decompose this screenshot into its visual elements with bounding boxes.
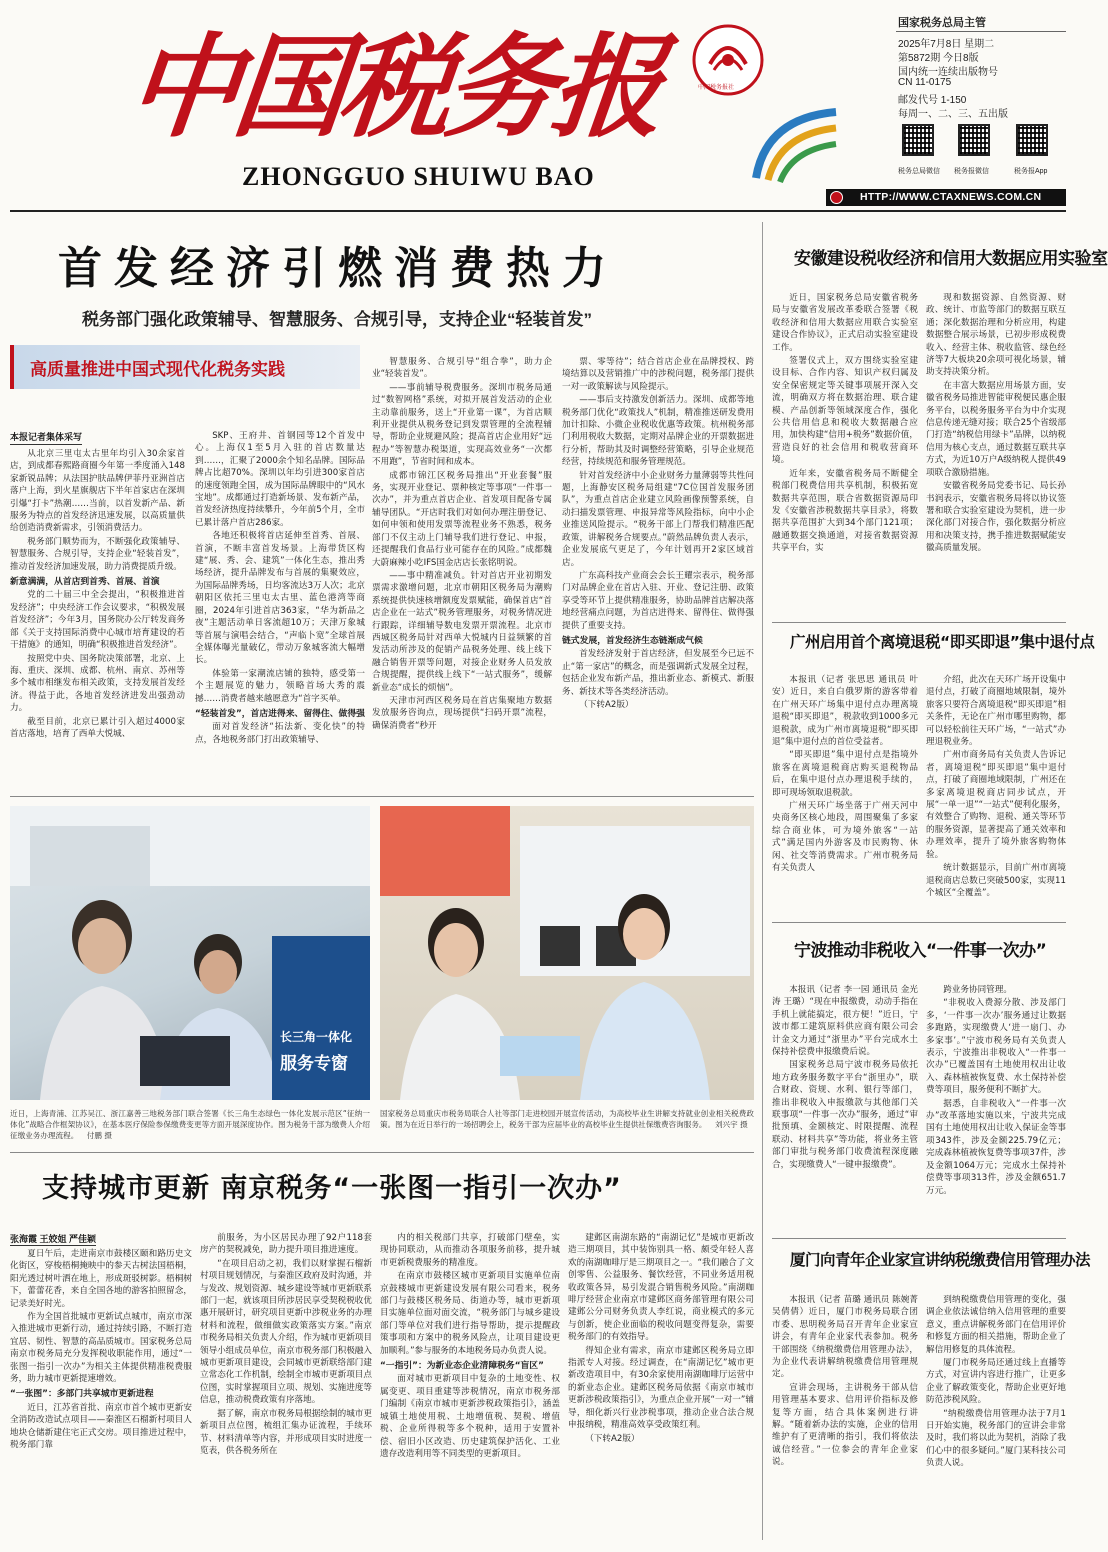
paragraph: 介绍，此次在天环广场开设集中退付点，打破了商圈地域限制，境外旅客只要符合离境退税“即买即退”相关条件，无论在广州市哪里购物，都可以轻松前往天环广场，“一站式”办理退税业务。 <box>926 675 1066 748</box>
photo-right-caption <box>380 1108 754 1130</box>
issue-date: 2025年7月8日 星期二 <box>898 39 995 50</box>
ningbo-column-1 <box>772 984 918 1232</box>
paragraph: 广州天环广场坐落于广州天河中央商务区核心地段，周围聚集了多家综合商业体，可为境外旅客“一站式”满足国内外游客及市民购物、休闲、社交等消费需求。广州市税务局有关负责人 <box>772 801 918 874</box>
window-sign-line1: 长三角一体化 <box>280 1030 353 1044</box>
paragraph: 据了解，南京市税务局根据绘制的城市更新项目点位图，梳组汇集办证流程，手续环节、材料清单等内容，并形成项目实时进度一览表，供各税务所在 <box>200 1408 372 1456</box>
paragraph: 天津市河西区税务局在首店集聚地方数据发放服务咨询点，现场提供“扫码开票”流程，确保消费者“秒开 <box>372 695 552 731</box>
paragraph: 据悉，自非税收入“一件事一次办”改革落地实施以来，宁波共完成国有土地使用权出让收入保证金等事项343件，涉及金额225.79亿元；完成森林植被恢复费等事项37件，涉及金额1064万元；完成水土保持补偿费等事项313件，涉及金额651.7万元。 <box>926 1098 1066 1196</box>
masthead <box>0 0 1076 210</box>
photo-right-caption-text: 国家税务总局重庆市税务局联合人社等部门走进校园开展宣传活动，为高校毕业生讲解支持就业创业相关税费政策。图为在近日举行的一场招聘会上，税务干部为应届毕业的高校毕业生提供社保缴费咨询服务。 <box>380 1109 754 1129</box>
website-url[interactable]: HTTP://WWW.CTAXNEWS.COM.CN <box>860 191 1042 203</box>
anhui-headline: 安徽建设税收经济和信用大数据应用实验室 <box>794 249 1108 269</box>
qr-label: 税务报微信 <box>954 168 989 175</box>
paragraph: （下转A2版） <box>585 1433 640 1444</box>
window-sign-line2: 服务专窗 <box>280 1054 348 1073</box>
paragraph: 广州市商务局有关负责人告诉记者，离境退税“即买即退”集中退付点，打破了商圈地域限制，广州还在多家离境退税商店同步试点，开展“一单一退”“一站式”便利化服务，有效整合了购物、退税、通关等环节的服务资源，显著提高了通关效率和办理效率，提升了境外旅客购物体验。 <box>926 750 1066 860</box>
paragraph: 内的相关税部门共享，打破部门壁垒，实现协同联动，从而推动各项服务前移，提升城市更新税费服务的精准度。 <box>380 1233 560 1268</box>
cn-label: 国内统一连续出版物号 <box>898 67 998 78</box>
paragraph: 现和数据资源、自然资源、财政、统计、市监等部门的数据互联互通；深化数据治理和分析应用，构建数据整合展示场景，已初步形成税费收入、经营主体、税收监管、绿色经济等7大板块20余项可视化场景，辅助支持决策分析。 <box>926 293 1066 378</box>
section-subhead: “轻装首发”，首店进得来、留得住、做得强 <box>195 708 365 719</box>
paragraph: 前服务，为小区居民办理了92户118套房产的契税减免，助力提升项目推进速度。 <box>200 1233 372 1256</box>
paragraph: 从北京三里屯太古里年均引入30余家首店，到成都春熙路商圈今年第一季度涌入148家新锐品牌；从法国护肤品牌伊菲丹亚洲首店落户上海，到火星旗舰店下半年首家店在深圳引爆“打卡”热潮……当前，以首发新产品、新服务为特点的首发经济迅速发展，以高质量供给创造消费新需求，引领消费活力。 <box>10 449 185 534</box>
paragraph: “非税收入费源分散、涉及部门多，‘一件事一次办’服务通过让数据多跑路，实现缴费人‘进一扇门、办多家事’。”宁波市税务局有关负责人表示，宁波推出非税收入“一件事一次办”已覆盖国有土地使用权出让收入、森林植被恢复费、水土保持补偿费等项目，服务便利不断扩大。 <box>926 998 1066 1096</box>
paragraph: “即买即退”集中退付点是指境外旅客在离境退税商店购买退税物品后，在集中退付点办理退税手续的，即可现场领取退税款。 <box>772 750 918 798</box>
paragraph: 面对城市更新项目中复杂的土地变性、权属变更、项目重建等涉税情况，南京市税务部门编制《南京市城市更新涉税政策指引》，涵盖城镇土地使用税、土地增值税、契税、增值税、企业所得税等多个税种，适用于安置补偿、宿旧小区改造、历史建筑保护活化、工业遗存改造利用等不同类型的更新项目。 <box>380 1374 560 1459</box>
photo-left-caption <box>10 1108 370 1141</box>
paragraph: 厦门市税务局还通过线上直播等方式，对宣讲内容进行推广，让更多企业了解政策变化，帮助企业更好地防范涉税风险。 <box>926 1358 1066 1406</box>
masthead-pinyin: ZHONGGUO SHUIWU BAO <box>242 162 595 191</box>
photo-right <box>380 806 754 1100</box>
nanjing-column-4 <box>568 1232 754 1544</box>
postal-code: 邮发代号 1-150 <box>898 95 967 106</box>
paragraph: 按照党中央、国务院决策部署，北京、上海、重庆、深圳、成都、杭州、南京、苏州等多个城市相继发布相关政策，支持发展首发经济。得益于此，各地首发经济进发出强劲动力。 <box>10 653 185 714</box>
masthead-title: 中国税务报 <box>121 22 665 153</box>
lead-subheadline: 税务部门强化政策辅导、智慧服务、合规引导，支持企业“轻装首发” <box>82 310 592 329</box>
paragraph: 国家税务总局宁波市税务局依托地方政务服务数字平台“浙里办”，联合财政、资规、水利、银行等部门，推出非税收入申报缴款与其他部门关联事项“一件事一次办”服务，通过“审批预填、金额核定、时限提醒、流程联动、材料共享”等功能，将业务主管部门审批与税务部门收费流程深度融合，实现缴费人“一键申报缴费”。 <box>772 1060 918 1170</box>
paragraph: “在项目启动之初，我们以财掌握石榴新村项目规划情况，与秦淮区政府及时沟通，并与发改、规划资源、城乡建设等城市更新联系部门一起，就该项目所涉居民享受契税税收优惠开展研讨，研究项目更新中涉税业务的办理材料和流程，做细做实政策落实方案。”南京市税务局相关负责人介绍，作为城市更新项目领导小组成员单位，南京市税务部门积极融入城市更新项目建设，会同城市更新联络部门建立常态化工作机制，绘制全市城市更新项目点位图，实时掌握项目立项、规划、实施进度等信息，推动税费政策有序落地。 <box>200 1258 372 1406</box>
paragraph: 党的二十届三中全会提出，“积极推进首发经济”；中央经济工作会议要求，“积极发展首发经济”；今年3月，国务院办公厅转发商务部《关于支持国际消费中心城市培育建设的若干措施》的通知，明确“积极推进首发经济”。 <box>10 590 185 651</box>
guangzhou-column-1 <box>772 674 918 914</box>
issue-number: 第5872期 今日8版 <box>898 53 979 64</box>
window-sign <box>276 1024 370 1086</box>
globe-icon <box>830 191 843 204</box>
ningbo-column-2 <box>926 984 1066 1232</box>
photo-left-caption-text: 近日，上海青浦、江苏吴江、浙江嘉善三地税务部门联合签署《长三角生态绿色一体化发展示范区“征纳一体化”战略合作框架协议》，在基本医疗保险参保缴费变更等方面开展深度协作。图为税务干部为缴费人介绍征缴业务办理流程。 <box>10 1109 370 1140</box>
qr-code-icon[interactable] <box>958 124 990 156</box>
paragraph: “纳税缴费信用管理办法于7月1日开始实施，税务部门的宣讲会非常及时，我们将以此为契机，消除了我们心中的很多疑问。”厦门某科技公司负责人说。 <box>926 1408 1066 1469</box>
emblem-logo <box>688 20 768 100</box>
paragraph: 本报讯（记者 苗璐 通讯员 陈婉菁 吴倩倩）近日，厦门市税务局联合团市委、思明税务局召开青年企业家宣讲会，有青年企业家代表参加。税务干部围绕《纳税缴费信用管理办法》，为企业代表讲解纳税缴费信用管理规定。 <box>772 1295 918 1380</box>
paragraph: ——事前辅导税费服务。深圳市税务局通过“数智网格”系统，对拟开展首发活动的企业主动靠前服务，送上“开业第一课”，为首店顺利开业提供从税务登记到发票管理的全流程辅导，帮助企业规避风险；提高首店企业用好“远程办”等智慧办税渠道，实现高效业务“一次都不用跑”，节省时间和成本。 <box>372 382 552 468</box>
paragraph: （下转A2版） <box>579 699 634 710</box>
cn-number: CN 11-0175 <box>898 77 952 88</box>
paragraph: SKP、王府井、首钢园等12个首发中心。上海仅1至5月入驻的首店数量达到……，汇聚了2000余个知名品牌。国际品牌占比超70%。深圳以年均引进300家首店的速度领跑全国，成为国际品牌眼中的“风水宝地”。成都通过打造新场景、发布新产品，首发经济热度持续攀升，今年前5个月，全市已累计落户首店286家。 <box>195 431 365 528</box>
paragraph: ——事后支持激发创新活力。深圳、成都等地税务部门优化“政策找人”机制，精准推送研发费用加计扣除、小微企业税收优惠等政策。杭州税务部门利用税收大数据，定期对品牌企业的开票数据进行分析，帮助其及时调整经营策略，引导企业规范经营，持续规范和服务管理规范。 <box>562 395 754 468</box>
paragraph: 近日，江苏省首批、南京市首个城市更新安全消防改造试点项目——秦淮区石榴新村项目人地块仓储新建住宅正式交房。项目推进过程中，税务部门靠 <box>10 1402 192 1451</box>
emblem-text: 中国税务报社 <box>698 85 735 91</box>
xiamen-column-2 <box>926 1294 1066 1544</box>
qr-code-icon[interactable] <box>1016 124 1048 156</box>
guangzhou-headline: 广州启用首个离境退税“即买即退”集中退付点 <box>790 633 1095 651</box>
paragraph: 作为全国首批城市更新试点城市，南京市深入推进城市更新行动，通过持续引路，不断打造宜居、韧性、智慧的高品质城市。国家税务总局南京市税务局充分发挥税收职能作用，通过“一张图一指引一次办”为相关主体提供精准税费服务，助力城市更新提速增效。 <box>10 1312 192 1385</box>
nanjing-byline: 张海霞 王姣姐 严佳颖 <box>10 1234 97 1244</box>
paragraph: 在南京市鼓楼区城市更新项目实施单位南京鼓楼城市更新建设发展有限公司看来，税务部门与鼓楼区税务局、街道办等，城市更新项目实施单位面对面交流，“税务部门与城乡建设部门等单位对我们进行指导帮助，提示提醒政策事项和方案中的税务风险点，让项目建设更加顺利。”参与服务的本地税务局办负责人说。 <box>380 1271 560 1356</box>
nanjing-column-1 <box>10 1248 192 1544</box>
paragraph: 统计数据显示，目前广州市离境退税商店总数已突破500家，实现11个城区“全覆盖”。 <box>926 863 1066 898</box>
paragraph: 近年来，安徽省税务局不断健全税部门税费信用共享机制，积极拓宽数据共享范围，联合省数据资源局印发《安徽省涉税数据共享目录》，将数据共享范围扩大到34个部门121项；融通数据交换通道，对接省数据资源共享平台，实 <box>772 468 918 554</box>
paragraph: 各地还积极将首店延伸至首秀、首展、首演，不断丰富首发场景。上海带货区构建“展、秀、会、建筑”一体化生态，推出秀场经济，提升品牌发布与首展的集聚效应，为国际品牌秀场，日均客流达3万人次；北京朝阳区依托三里屯太古里、蓝色港湾等商圈，2024年引进首店363家，“华为新品之夜”主题活动单日客流超10万；天津万象城等首展与演唱会结合，“声临卜宽”全球首展全媒体曝光量破亿，带动万象城客流大幅增长。 <box>195 531 365 666</box>
nanjing-column-2 <box>200 1232 372 1544</box>
paragraph: 票、零等待”；结合首店企业在品牌授权、跨境结算以及营销推广中的涉税问题，税务部门提供一对一政策解读与风险提示。 <box>562 357 754 392</box>
paragraph: 面对首发经济“拓法新、变化快”的特点，各地税务部门打出政策辅导、 <box>195 722 365 745</box>
lead-headline: 首发经济引燃消费热力 <box>58 243 618 294</box>
paragraph: 近日，国家税务总局安徽省税务局与安徽省发展改革委联合签署《税收经济和信用大数据应用联合实验室建设合作协议》，正式启动实验室建设工作。 <box>772 293 918 353</box>
nanjing-headline: 支持城市更新 南京税务“一张图一指引一次办” <box>42 1173 622 1204</box>
paragraph: 针对首发经济中小企业财务力量薄弱等共性问题，上海静安区税务局组建“7C位国首发服务团队”，为重点首店企业建立风险画像预警系统，自动扫描发票管理、申报异常等风险指标，向中小企业推送风险提示。“税务干部上门帮我们精准匹配政策，讲解税务合规要点。”蔚然品牌负责人表示，企业发展底气更足了，今年计划再开2家区域首店。 <box>562 470 754 568</box>
paragraph: 本报讯（记者 李一园 通讯员 金光涛 王璐）“现在申报缴费，动动手指在手机上就能搞定，很方便！”近日，宁波市都工建筑原料供应商有限公司会计金文力通过“浙里办”平台完成水土保持补偿费申报缴费后说。 <box>772 985 918 1058</box>
paragraph: 成都市锦江区税务局推出“开业套餐”服务，实现开业登记、票种核定等事项“一件事一次办”，并为重点首店企业、首发项目配备专属辅导团队。“开店时我们对如何办理注册登记、如何申领和使用发票等流程业务不熟悉，税务部门不仅主动上门辅导我们进行登记、申报，还提醒我们食品行业可能存在的风险。”成都魏大蔚麻辣小吃IFS国金店店长张铭明说。 <box>372 470 552 568</box>
qr-label: 税务报App <box>1014 168 1048 175</box>
qr-row <box>898 124 1068 180</box>
lead-column-3 <box>372 356 552 790</box>
anhui-column-1 <box>772 292 918 626</box>
paragraph: 安徽省税务局党委书记、局长孙书润表示，安徽省税务局将以协议签署和联合实验室建设为契机，进一步深化部门对接合作，强化数据分析应用和决策支持，携手推进数据赋能安徽高质量发展。 <box>926 481 1066 554</box>
xiamen-headline: 厦门向青年企业家宣讲纳税缴费信用管理办法 <box>790 1251 1091 1269</box>
paragraph: 夏日午后，走进南京市鼓楼区颐和路历史文化街区，穿梭梧桐掩映中的参天古树法国梧桐，阳光透过树叶洒在地上，形成斑驳树影。梧桐树下，蕾蕾花香，来自全国各地的游客拍照留念，记录美好时光。 <box>10 1249 192 1309</box>
paragraph: 体验第一家潮流店铺的独特，感受第一个主题展览的魅力，领略首场大秀的震撼……消费者越来越愿意为“首字买单。 <box>195 668 365 704</box>
website-bar[interactable] <box>826 189 1066 206</box>
section-subhead: 新意满满，从首店到首秀、首展、首演 <box>10 577 160 588</box>
lead-byline: 本报记者集体采写 <box>10 430 82 445</box>
nanjing-column-3 <box>380 1232 560 1544</box>
paragraph: ——事中精准减负。针对首店开业初期发票需求激增问题，北京市朝阳区税务局为潮购系统提供快速核增额度发票赋能，确保首店“首店企业在一站式”税务管理服务，对税务情况进行跟踪，详细辅导数电发票开票流程。北京市西城区税务局针对西单大悦城内日益频繁的首发活动所涉及的促销产品税务处理、线上线下融合销售开票等问题，对接企业财务人员发放合规提醒，提供线上线下“一站式服务”，缓解新业态“成长的烦恼”。 <box>372 570 552 693</box>
tax-logo <box>746 98 846 190</box>
paragraph: 首发经济发射于首店经济，但发展至今已远不止“第一家店”的概念，而是强调新式发展全过程，包括企业发布新产品，推出新业态、新模式、新服务、新技术等各类经济活动。 <box>562 649 754 697</box>
paragraph: 到纳税缴费信用管理的变化，强调企业依法诚信纳入信用管理的重要意义，重点讲解税务部门在信用评价和修复方面的相关措施，帮助企业了解信用修复的具体流程。 <box>926 1295 1066 1355</box>
paragraph: 建邺区南湖东路的“南湖记忆”是城市更新改造三期项目，其中装饰别具一格、颇受年轻人喜欢的南湖咖啡厅是三期项目之一。“我们融合了文创零售、公益服务、餐饮经营，不同业务适用税收政策各异，易引发混合销售税务风险。”南湖咖啡厅经营企业南京市建邺区商务部管理有限公司建邺公分司财务负责人李红说，商业模式的多元与创新，使企业面临的税收问题变得复杂，需要税务部门的有效指导。 <box>568 1233 754 1343</box>
paragraph: 宣讲会现场，主讲税务干部从信用管理基本要求、信用评价指标及修复等方面，结合具体案例进行讲解。“随着新办法的实施，企业的信用维护有了更清晰的指引，我们将依法诚信经营。”一位参会的青年企业家说。 <box>772 1382 918 1468</box>
publish-schedule: 每周一、二、三、五出版 <box>898 109 1008 120</box>
banner-text: 高质量推进中国式现代化税务实践 <box>30 360 285 380</box>
sponsor-label: 国家税务总局主管 <box>898 17 986 29</box>
qr-label: 税务总局微信 <box>898 168 940 175</box>
paragraph: 截至目前，北京已累计引入超过4000家首店落地，培育了西单大悦城、 <box>10 716 185 739</box>
paragraph: 跨业务协同管理。 <box>943 985 1012 995</box>
xiamen-column-1 <box>772 1294 918 1544</box>
section-subhead: “一张图”：多部门共享城市更新进程 <box>10 1389 154 1400</box>
ningbo-headline: 宁波推动非税收入“一件事一次办” <box>794 941 1047 961</box>
photo-right-credit: 刘兴宇 摄 <box>714 1120 748 1129</box>
qr-code-icon[interactable] <box>902 124 934 156</box>
section-subhead: “一指引”：为新业态企业清障税务“盲区” <box>380 1361 544 1372</box>
photo-left-credit: 付鹏 摄 <box>86 1131 112 1140</box>
paragraph: 在丰富大数据应用场景方面，安徽省税务局推进智能审税便民惠企服务平台，以税务服务平台为中介实现信息传递无缝对接；联合25个省级部门打造“纳税信用绿卡”品牌，以纳税信用为核心支点，通过数据互联共享方式，为近10万户A级纳税人提供49项联合激励措施。 <box>926 380 1066 478</box>
paragraph: 本报讯（记者 张思思 通讯员 叶安）近日，来自白俄罗斯的游客带着在广州天环广场集中退付点办理离境退税“即买即退”，税款收到1000多元退税款，成为广州市离境退税“即买即退”集中退付点的首位受益者。 <box>772 675 918 748</box>
lead-column-2 <box>195 430 365 790</box>
anhui-column-2 <box>926 292 1066 626</box>
paragraph: 智慧服务、合规引导“组合拳”，助力企业“轻装首发”。 <box>372 357 552 380</box>
paragraph: 签署仪式上，双方围绕实验室建设目标、合作内容、知识产权归属及安全保密规定等关键事项展开深入交流，明确双方将在数据治理、联合建模、产品创新等领域深度合作，强化公共信用信息和税收大数据融合应用，加快构建“信用+税务”数据价值，营造良好的社会信用和税收营商环境。 <box>772 356 918 466</box>
lead-column-1 <box>10 448 185 790</box>
paragraph: 得知企业有需求，南京市建邺区税务局立即指派专人对接。经过调查，在“南湖记忆”城市更新改造项目中，有30余家使用南湖咖啡厅运营中的新业态企业。建邺区税务局依据《南京市城市更新涉税政策指引》，为重点企业开展“一对一”辅导，细化新兴行业涉税事项，推动企业合法合规申报纳税，精准高效享受政策红利。 <box>568 1345 754 1431</box>
column-banner <box>10 345 360 389</box>
lead-column-4 <box>562 356 754 790</box>
paragraph: 广东高科技产业商会会长王耀宗表示，税务部门对品牌企业在首店入驻、开业、登记注册、政策享受等环节上提供精准服务，协助品牌首店解决落地经营痛点问题，为首店进得来、留得住、做得强提供了重要支持。 <box>562 570 754 631</box>
paragraph: 税务部门顺势而为，不断强化政策辅导、智慧服务、合规引导，支持企业“轻装首发”，推动首发经济加速发展，助力消费提质升级。 <box>10 536 185 572</box>
guangzhou-column-2 <box>926 674 1066 914</box>
photo-left <box>10 806 370 1100</box>
section-subhead: 链式发展，首发经济生态链渐成气候 <box>562 635 703 646</box>
